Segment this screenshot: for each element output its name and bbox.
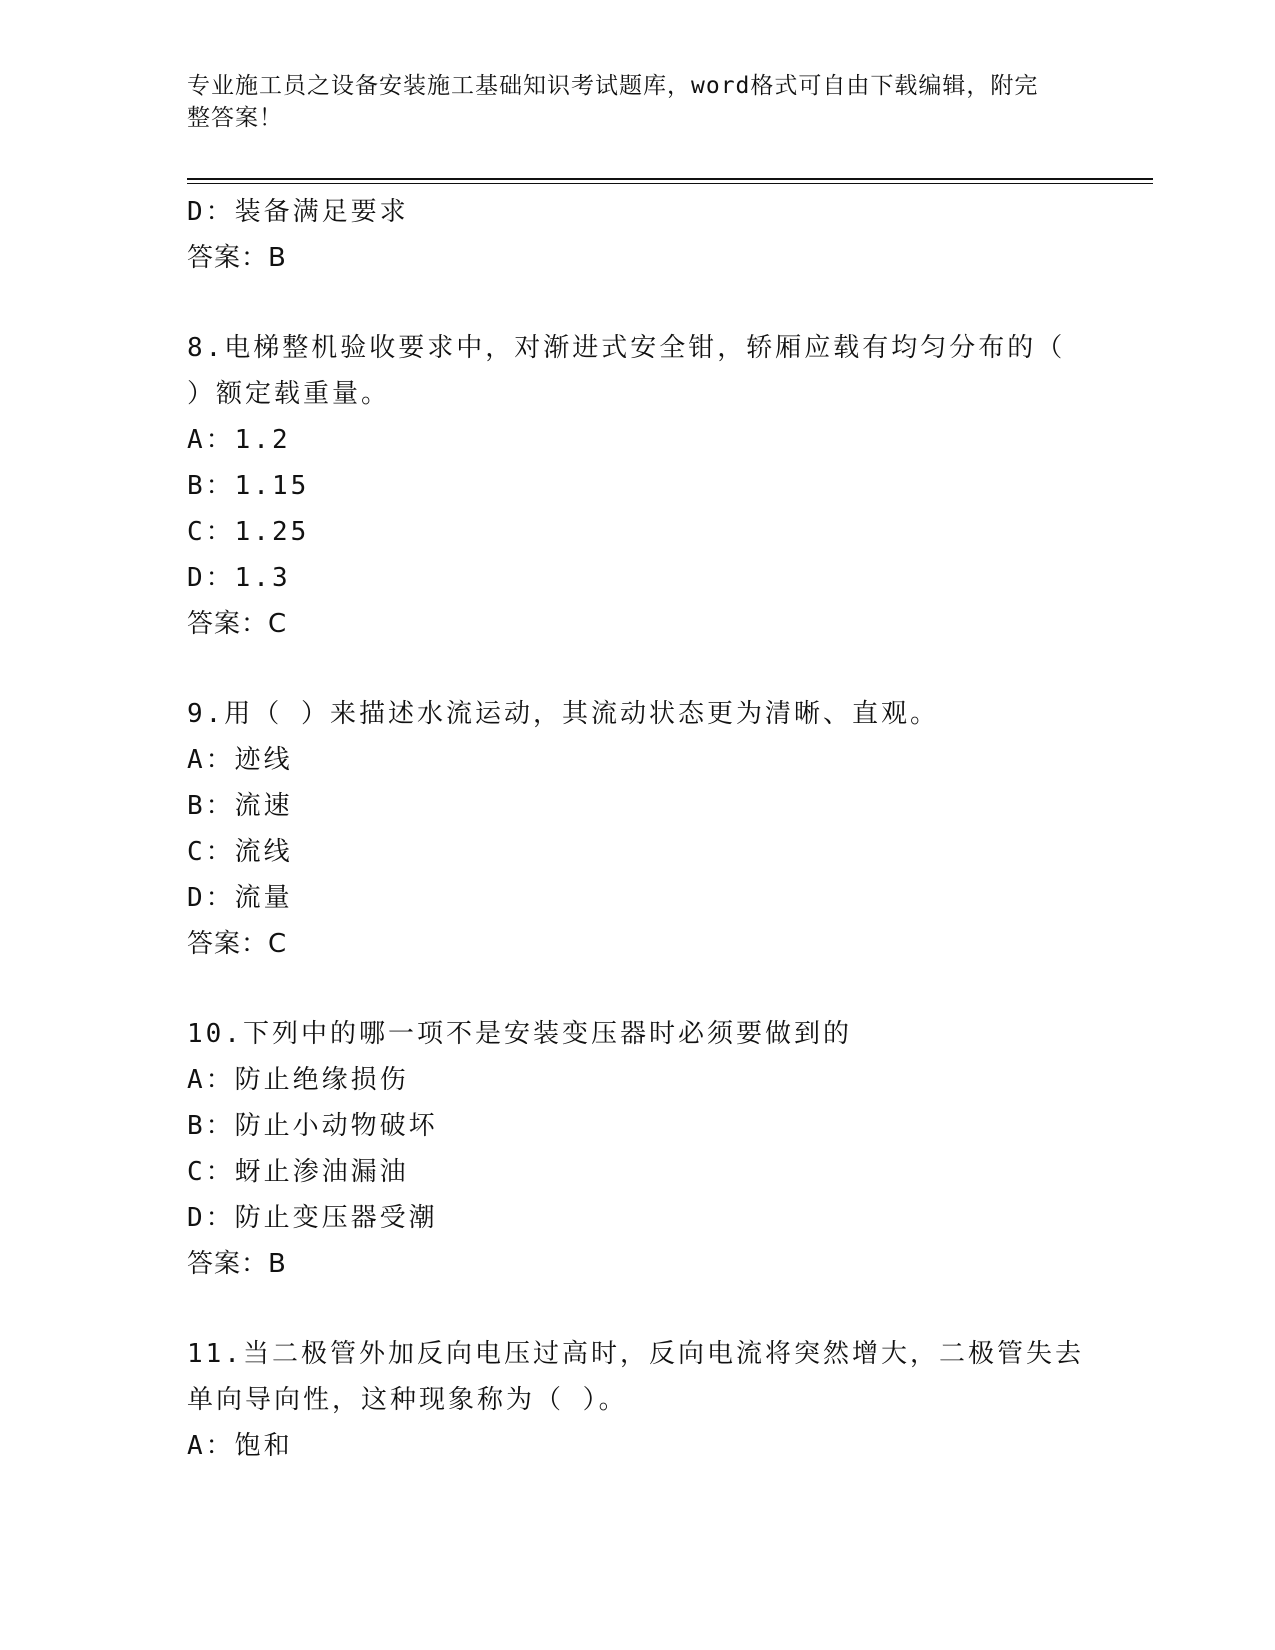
option-c: C：1.25 <box>187 517 310 547</box>
question-stem: 11.当二极管外加反向电压过高时，反向电流将突然增大，二极管失去 <box>187 1339 1084 1369</box>
option-d: D：装备满足要求 <box>187 197 409 227</box>
question-11 <box>187 1331 1087 1469</box>
question-list <box>187 189 1087 1469</box>
question-stem: 10.下列中的哪一项不是安装变压器时必须要做到的 <box>187 1019 852 1049</box>
answer-line: 答案：B <box>187 1249 287 1279</box>
option-c: C：蚜止渗油漏油 <box>187 1157 409 1187</box>
answer-line: 答案：B <box>187 243 287 273</box>
question-stem-continued: ）额定载重量。 <box>187 379 391 409</box>
document-header <box>187 70 1067 134</box>
header-line-1: 专业施工员之设备安装施工基础知识考试题库，word格式可自由下载编辑，附完 <box>187 73 1039 99</box>
question-8 <box>187 325 1087 647</box>
question-7-tail <box>187 189 1087 281</box>
option-a: A：迹线 <box>187 745 293 775</box>
option-b: B：防止小动物破坏 <box>187 1111 438 1141</box>
option-b: B：1.15 <box>187 471 310 501</box>
header-divider-thin <box>187 183 1153 184</box>
option-d: D：流量 <box>187 883 293 913</box>
question-stem-continued: 单向导向性，这种现象称为（ ）。 <box>187 1385 628 1415</box>
question-9 <box>187 691 1087 967</box>
option-b: B：流速 <box>187 791 293 821</box>
question-stem: 8.电梯整机验收要求中，对渐进式安全钳，轿厢应载有均匀分布的（ <box>187 333 1066 363</box>
question-stem: 9.用（ ）来描述水流运动，其流动状态更为清晰、直观。 <box>187 699 939 729</box>
header-line-2: 整答案！ <box>187 105 283 131</box>
option-a: A：饱和 <box>187 1431 293 1461</box>
option-a: A：1.2 <box>187 425 291 455</box>
answer-line: 答案：C <box>187 929 288 959</box>
header-divider-thick <box>187 178 1153 180</box>
option-a: A：防止绝缘损伤 <box>187 1065 409 1095</box>
question-10 <box>187 1011 1087 1287</box>
option-d: D：防止变压器受潮 <box>187 1203 438 1233</box>
option-c: C：流线 <box>187 837 293 867</box>
option-d: D：1.3 <box>187 563 291 593</box>
answer-line: 答案：C <box>187 609 288 639</box>
